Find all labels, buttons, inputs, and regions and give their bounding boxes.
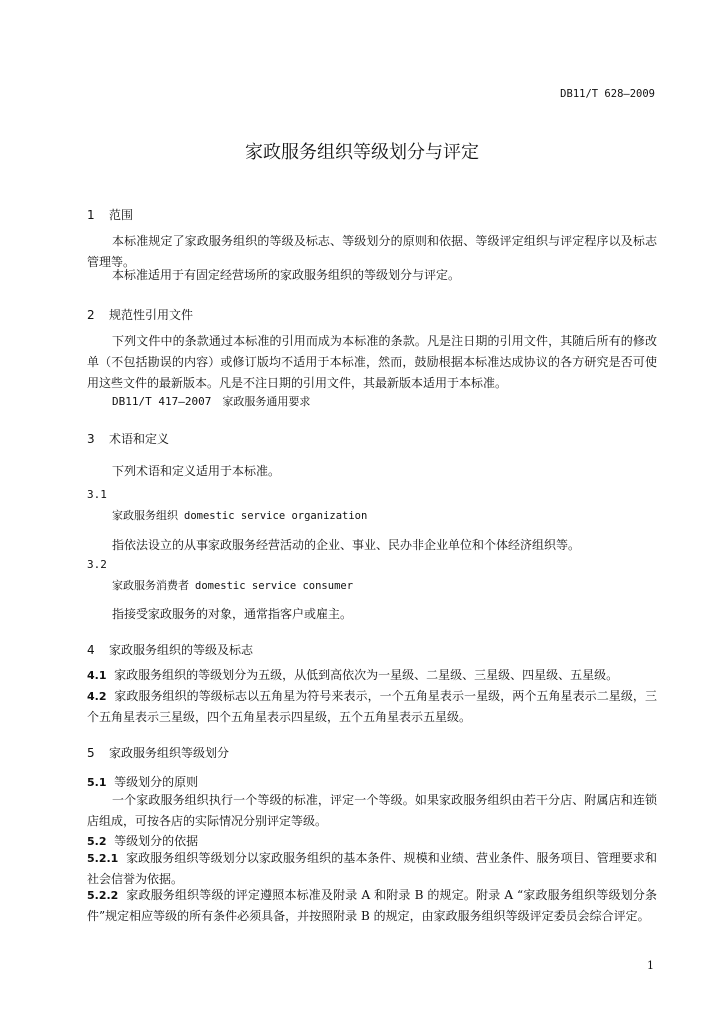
document-title: 家政服务组织等级划分与评定 bbox=[245, 142, 479, 163]
section-number: 1 bbox=[87, 208, 95, 222]
section-title: 规范性引用文件 bbox=[109, 308, 194, 322]
section-number: 3 bbox=[87, 432, 95, 446]
section-title: 术语和定义 bbox=[109, 432, 170, 446]
term-chinese: 家政服务消费者 bbox=[112, 579, 189, 592]
section-number: 5 bbox=[87, 746, 95, 760]
clause-number: 5.2.1 bbox=[87, 852, 119, 865]
term-chinese: 家政服务组织 bbox=[112, 509, 178, 522]
term-english: domestic service consumer bbox=[195, 580, 354, 592]
clause-title: 等级划分的依据 bbox=[114, 834, 199, 848]
clause-number: 5.1 bbox=[87, 776, 107, 789]
page-number: 1 bbox=[647, 959, 654, 972]
section-3-heading bbox=[87, 430, 169, 447]
term-definition: 指依法设立的从事家政服务经营活动的企业、事业、民办非企业单位和个体经济组织等。 bbox=[112, 538, 581, 552]
section-title: 家政服务组织等级划分 bbox=[109, 746, 230, 760]
clause-text: 家政服务组织的等级划分为五级，从低到高依次为一星级、二星级、三星级、四星级、五星级。 bbox=[114, 668, 619, 682]
clause-number: 5.2.2 bbox=[87, 889, 119, 902]
clause-text: 家政服务组织的等级标志以五角星为符号来表示，一个五角星表示一星级，两个五角星表示二星级，三个五角星表示三星级，四个五角星表示四星级，五个五角星表示五星级。 bbox=[87, 689, 657, 724]
term-definition: 指接受家政服务的对象，通常指客户或雇主。 bbox=[112, 607, 353, 621]
term-number: 3.2 bbox=[87, 558, 107, 571]
clause-4-2 bbox=[87, 686, 657, 728]
section-number: 4 bbox=[87, 643, 95, 657]
section-1-paragraph-2: 本标准适用于有固定经营场所的家政服务组织的等级划分与评定。 bbox=[112, 268, 461, 282]
term-heading bbox=[112, 507, 367, 523]
clause-title: 等级划分的原则 bbox=[114, 775, 199, 789]
document-code: DB11/T 628—2009 bbox=[560, 88, 655, 100]
section-number: 2 bbox=[87, 308, 95, 322]
section-2-heading bbox=[87, 306, 193, 323]
section-1-heading bbox=[87, 206, 133, 223]
clause-5-2-1 bbox=[87, 848, 657, 890]
term-number: 3.1 bbox=[87, 488, 107, 501]
term-english: domestic service organization bbox=[184, 510, 368, 522]
section-4-heading bbox=[87, 641, 253, 658]
section-1-paragraph-1: 本标准规定了家政服务组织的等级及标志、等级划分的原则和依据、等级评定组织与评定程序以及标志管理等。 bbox=[87, 234, 657, 269]
clause-number: 5.2 bbox=[87, 835, 107, 848]
section-title: 范围 bbox=[109, 208, 134, 222]
clause-4-1 bbox=[87, 665, 657, 686]
normative-reference: DB11/T 417—2007 家政服务通用要求 bbox=[112, 395, 311, 408]
clause-number: 4.2 bbox=[87, 690, 107, 703]
clause-text: 家政服务组织等级划分以家政服务组织的基本条件、规模和业绩、营业条件、服务项目、管理要求和社会信誉为依据。 bbox=[87, 851, 657, 886]
clause-number: 4.1 bbox=[87, 669, 107, 682]
section-5-heading bbox=[87, 744, 229, 761]
clause-text: 家政服务组织等级的评定遵照本标准及附录 A 和附录 B 的规定。附录 A “家政服务组织等级划分条件”规定相应等级的所有条件必须具备，并按照附录 B 的规定，由家政服务组织等级评定委员会综合评定。 bbox=[87, 888, 657, 923]
section-2-paragraph: 下列文件中的条款通过本标准的引用而成为本标准的条款。凡是注日期的引用文件，其随后所有的修改单（不包括勘误的内容）或修订版均不适用于本标准，然而，鼓励根据本标准达成协议的各方研究是否可使用这些文件的最新版本。凡是不注日期的引用文件，其最新版本适用于本标准。 bbox=[87, 334, 657, 390]
section-title: 家政服务组织的等级及标志 bbox=[109, 643, 254, 657]
clause-5-2-heading bbox=[87, 832, 198, 849]
term-heading bbox=[112, 577, 353, 593]
clause-5-1-heading bbox=[87, 773, 198, 790]
section-3-intro: 下列术语和定义适用于本标准。 bbox=[112, 464, 281, 478]
clause-5-2-2 bbox=[87, 885, 657, 927]
clause-5-1-text: 一个家政服务组织执行一个等级的标准，评定一个等级。如果家政服务组织由若干分店、附属店和连锁店组成，可按各店的实际情况分别评定等级。 bbox=[87, 793, 657, 828]
